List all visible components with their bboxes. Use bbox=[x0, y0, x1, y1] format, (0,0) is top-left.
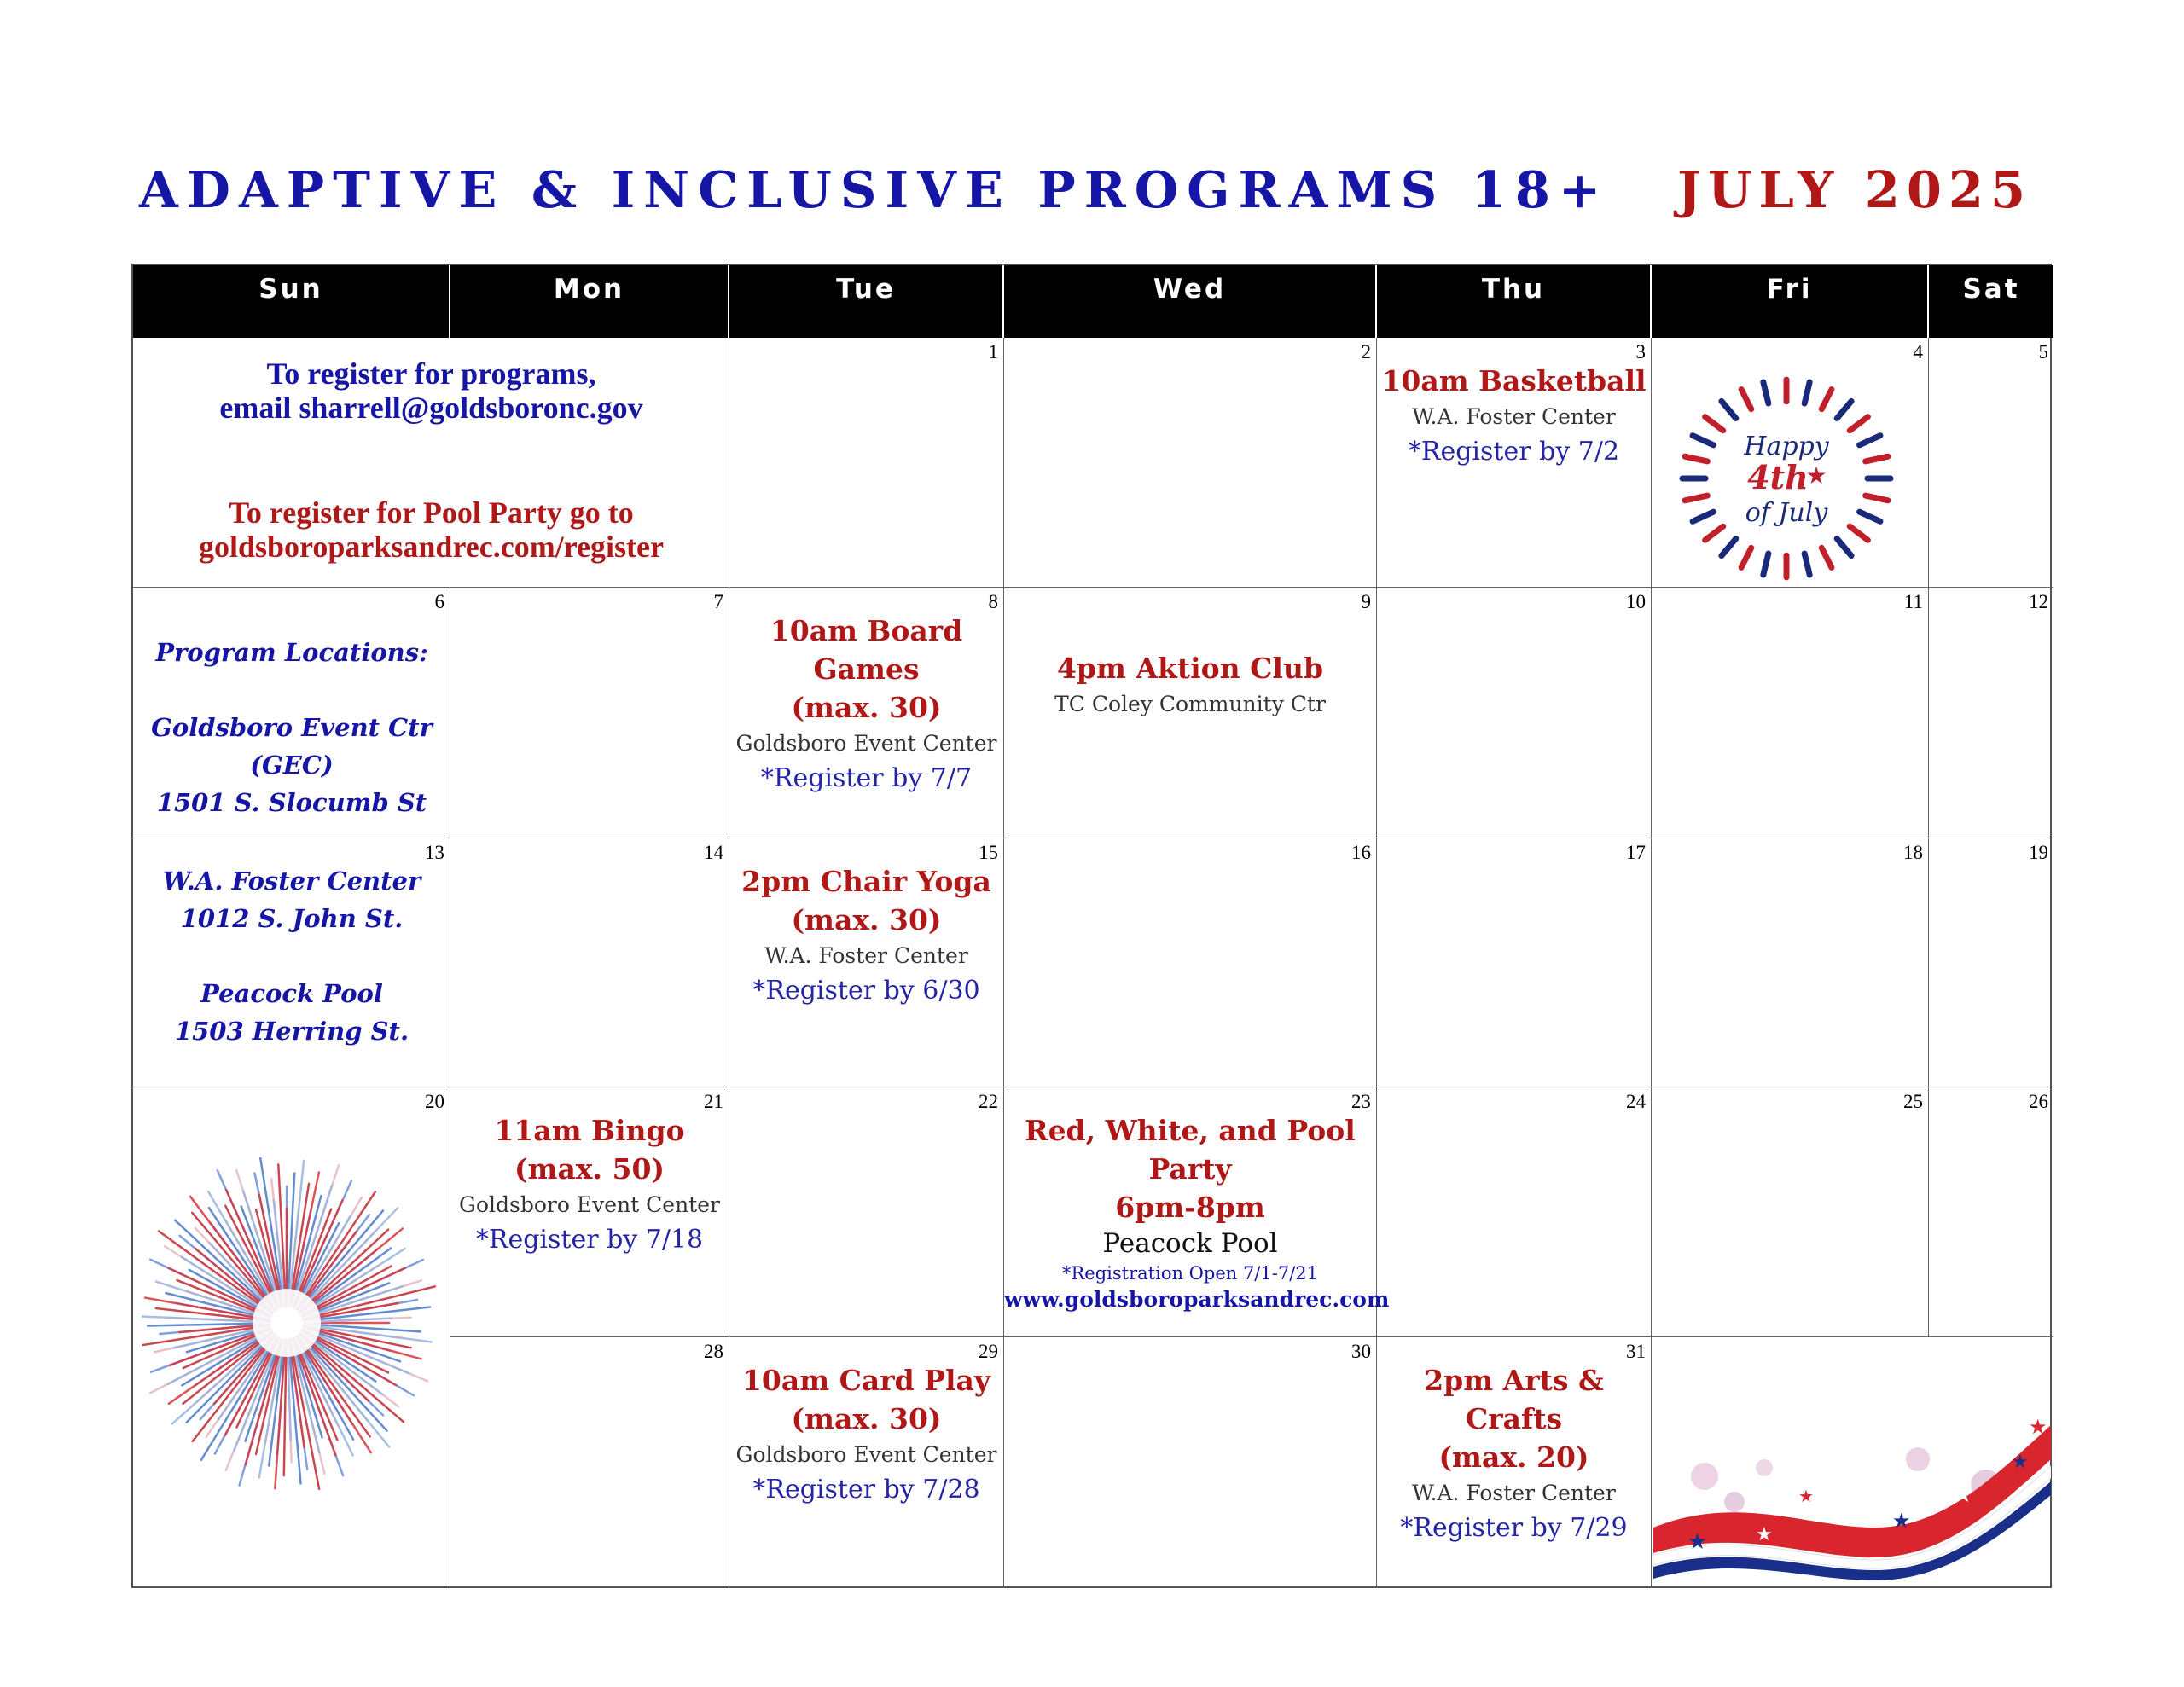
day-number: 9 bbox=[1361, 591, 1371, 612]
day-number: 1 bbox=[988, 341, 998, 362]
event-title: 10am Basketball bbox=[1381, 364, 1647, 397]
day-number: 3 bbox=[1635, 341, 1646, 362]
day-11 bbox=[1652, 588, 1929, 838]
event-location: W.A. Foster Center bbox=[1412, 404, 1616, 429]
day-number: 5 bbox=[2038, 341, 2048, 362]
day-number: 23 bbox=[1351, 1091, 1371, 1112]
location-gec-address: 1501 S. Slocumb St bbox=[156, 788, 427, 817]
day-8 bbox=[729, 588, 1004, 838]
day-number: 11 bbox=[1903, 591, 1923, 612]
weekday-fri: Fri bbox=[1652, 265, 1929, 338]
day-number: 7 bbox=[713, 591, 723, 612]
day-number: 15 bbox=[979, 842, 998, 863]
day-26 bbox=[1929, 1087, 2053, 1337]
svg-text:★: ★ bbox=[1824, 1522, 1847, 1551]
event-capacity: (max. 30) bbox=[791, 1402, 942, 1435]
weekday-thu: Thu bbox=[1377, 265, 1652, 338]
event-title: 2pm Chair Yoga bbox=[741, 865, 991, 898]
svg-text:★: ★ bbox=[1952, 1481, 1974, 1508]
event-title: 10am Card Play bbox=[741, 1364, 991, 1397]
day-25 bbox=[1652, 1087, 1929, 1337]
flag-wave-image bbox=[1653, 1400, 2051, 1587]
event-location: TC Coley Community Ctr bbox=[1054, 692, 1326, 716]
register-email-line1: To register for programs, bbox=[266, 357, 596, 391]
event-registration-window: *Registration Open 7/1-7/21 bbox=[1061, 1263, 1318, 1284]
location-pool-address: 1503 Herring St. bbox=[174, 1017, 410, 1046]
event-capacity: (max. 20) bbox=[1438, 1441, 1589, 1474]
event-title: 2pm Arts & Crafts bbox=[1424, 1364, 1604, 1435]
day-18 bbox=[1652, 838, 1929, 1087]
location-wa-address: 1012 S. John St. bbox=[180, 904, 404, 933]
weekday-sat: Sat bbox=[1929, 265, 2053, 338]
day-19 bbox=[1929, 838, 2053, 1087]
event-location: Goldsboro Event Center bbox=[459, 1192, 720, 1217]
day-29 bbox=[729, 1337, 1004, 1588]
day-number: 13 bbox=[425, 842, 444, 863]
day-number: 24 bbox=[1626, 1091, 1646, 1112]
svg-text:★: ★ bbox=[1756, 1523, 1773, 1545]
event-website-link[interactable]: www.goldsboroparksandrec.com bbox=[1004, 1287, 1390, 1312]
location-pool-name: Peacock Pool bbox=[200, 979, 383, 1008]
locations-heading: Program Locations: bbox=[155, 638, 428, 667]
location-gec-name: Goldsboro Event Ctr bbox=[151, 713, 433, 742]
badge-of-july-text: of July bbox=[1745, 498, 1828, 528]
day-17 bbox=[1377, 838, 1652, 1087]
day-30 bbox=[1004, 1337, 1377, 1588]
day-number: 8 bbox=[988, 591, 998, 612]
day-number: 29 bbox=[979, 1341, 998, 1362]
day-number: 19 bbox=[2029, 842, 2048, 863]
event-location: W.A. Foster Center bbox=[764, 943, 968, 968]
day-15 bbox=[729, 838, 1004, 1087]
event-capacity: (max. 50) bbox=[514, 1152, 665, 1186]
day-number: 31 bbox=[1626, 1341, 1646, 1362]
event-register: *Register by 7/29 bbox=[1400, 1513, 1628, 1543]
event-title-line1: Red, White, and Pool bbox=[1025, 1114, 1356, 1147]
day-number: 20 bbox=[425, 1091, 444, 1112]
day-number: 12 bbox=[2029, 591, 2048, 612]
weekday-mon: Mon bbox=[450, 265, 729, 338]
day-3 bbox=[1377, 338, 1652, 588]
day-number: 26 bbox=[2029, 1091, 2048, 1112]
day-28 bbox=[450, 1337, 729, 1588]
day-number: 28 bbox=[704, 1341, 723, 1362]
event-title-line2: Party bbox=[1148, 1152, 1232, 1186]
day-number: 18 bbox=[1903, 842, 1923, 863]
day-7 bbox=[450, 588, 729, 838]
event-title-line2: Games bbox=[813, 652, 920, 686]
weekday-wed: Wed bbox=[1004, 265, 1377, 338]
day-number: 30 bbox=[1351, 1341, 1371, 1362]
register-pool-line1: To register for Pool Party go to bbox=[229, 496, 634, 530]
page-title: ADAPTIVE & INCLUSIVE PROGRAMS 18+ bbox=[139, 160, 1610, 219]
firework-burst-image bbox=[142, 1139, 440, 1506]
day-number: 22 bbox=[979, 1091, 998, 1112]
day-number: 4 bbox=[1913, 341, 1923, 362]
day-number: 17 bbox=[1626, 842, 1646, 863]
day-12 bbox=[1929, 588, 2053, 838]
day-number: 2 bbox=[1361, 341, 1371, 362]
day-number: 25 bbox=[1903, 1091, 1923, 1112]
weekday-tue: Tue bbox=[729, 265, 1004, 338]
event-register: *Register by 7/18 bbox=[475, 1225, 704, 1255]
event-capacity: (max. 30) bbox=[791, 903, 942, 936]
event-register: *Register by 7/7 bbox=[760, 763, 973, 793]
day-21 bbox=[450, 1087, 729, 1337]
day-number: 6 bbox=[434, 591, 444, 612]
day-23 bbox=[1004, 1087, 1390, 1337]
register-email-line2: email sharrell@goldsboronc.gov bbox=[219, 391, 643, 425]
svg-text:★: ★ bbox=[1798, 1487, 1814, 1506]
happy-4th-badge bbox=[1658, 359, 1914, 581]
day-2 bbox=[1004, 338, 1377, 588]
svg-text:★: ★ bbox=[2029, 1417, 2048, 1439]
event-time: 6pm-8pm bbox=[1115, 1191, 1265, 1224]
day-14 bbox=[450, 838, 729, 1087]
locations-block-top bbox=[133, 634, 450, 821]
event-location: Goldsboro Event Center bbox=[735, 731, 997, 756]
event-capacity: (max. 30) bbox=[791, 691, 942, 724]
badge-star-icon: ★ bbox=[1805, 463, 1827, 490]
day-number: 10 bbox=[1626, 591, 1646, 612]
event-title-line1: 10am Board bbox=[770, 614, 963, 647]
event-location: Goldsboro Event Center bbox=[735, 1442, 997, 1467]
calendar-grid bbox=[131, 264, 2052, 1588]
day-5 bbox=[1929, 338, 2053, 588]
locations-block-bottom bbox=[133, 862, 450, 1050]
day-number: 16 bbox=[1351, 842, 1371, 863]
day-10 bbox=[1377, 588, 1652, 838]
svg-text:★: ★ bbox=[2012, 1451, 2029, 1472]
event-title: 4pm Aktion Club bbox=[1056, 652, 1324, 685]
day-9 bbox=[1004, 588, 1377, 838]
location-gec-abbr: (GEC) bbox=[250, 751, 334, 780]
badge-happy-text: Happy bbox=[1744, 432, 1829, 461]
event-register: *Register by 7/2 bbox=[1408, 437, 1620, 467]
event-register: *Register by 7/28 bbox=[752, 1475, 980, 1504]
event-location: W.A. Foster Center bbox=[1412, 1481, 1616, 1505]
badge-4th-text: 4th bbox=[1747, 458, 1809, 496]
day-number: 14 bbox=[704, 842, 723, 863]
weekday-sun: Sun bbox=[133, 265, 450, 338]
day-16 bbox=[1004, 838, 1377, 1087]
event-register: *Register by 6/30 bbox=[752, 976, 980, 1006]
day-1 bbox=[729, 338, 1004, 588]
day-31 bbox=[1377, 1337, 1652, 1588]
svg-text:★: ★ bbox=[1892, 1510, 1911, 1533]
location-wa-name: W.A. Foster Center bbox=[162, 867, 421, 896]
svg-text:★: ★ bbox=[1687, 1529, 1708, 1554]
register-pool-line2: goldsboroparksandrec.com/register bbox=[199, 530, 664, 564]
day-22 bbox=[729, 1087, 1004, 1337]
day-24 bbox=[1377, 1087, 1652, 1337]
month-title: JULY 2025 bbox=[1677, 160, 2032, 219]
event-title: 11am Bingo bbox=[494, 1114, 685, 1147]
day-number: 21 bbox=[704, 1091, 723, 1112]
event-location: Peacock Pool bbox=[1102, 1228, 1278, 1259]
